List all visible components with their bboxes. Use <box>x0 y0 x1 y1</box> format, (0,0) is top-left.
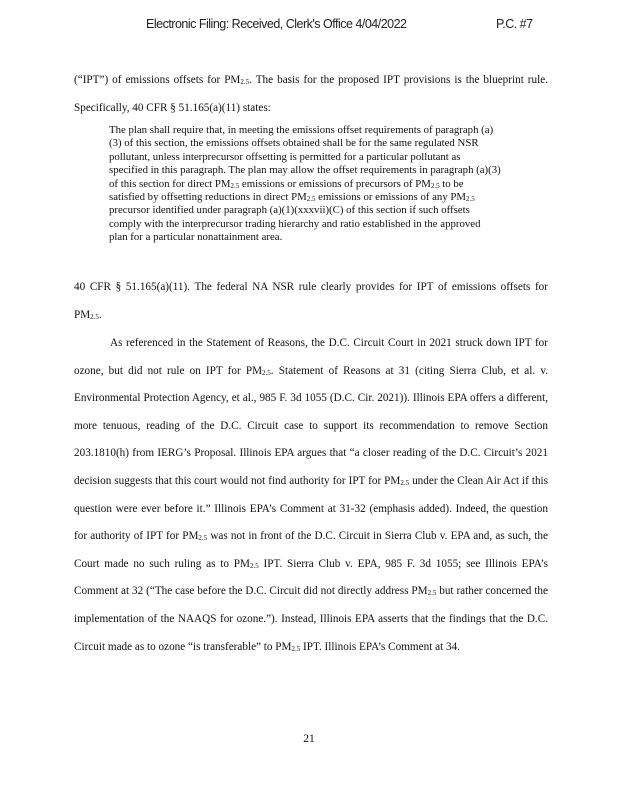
pc-number: P.C. #7 <box>496 17 533 31</box>
paragraph-cfr-citation: 40 CFR § 51.165(a)(11). The federal NA NSR rule clearly provides for IPT of emissions offsets for $PM_{2.5}$. <box>74 281 548 321</box>
block-quote-cfr: The plan shall require that, in meeting the emissions offset requirements of paragraph (a)(3) of this section, the emissions offsets obtained shall be for the same regulated NSR pollutant, unless interprecursor offsetting is permitted for a particular pollutant as specified in this paragraph. The plan may allow the offset requirements in paragraph (a)(3) of this section for direct $PM_{2.5}$ emissions or emissions of precursors of $PM_{2.5}$ to be satisfied by offsetting reductions in direct $PM_{2.5}$ emissions or emissions of any $PM_{2.5}$ precursor identified under paragraph (a)(1)(xxxvii)(C) of this section if such offsets comply with the interprecursor trading hierarchy and ratio established in the approved plan for a particular nonattainment area. <box>109 124 501 244</box>
paragraph-dc-circuit: As referenced in the Statement of Reasons, the D.C. Circuit Court in 2021 struck down IPT for ozone, but did not rule on IPT for $PM_{2.5}$. Statement of Reasons at 31 (citing Sierra Club, et al. v. Environmental Protection Agency, et al., 985 F. 3d 1055 (D.C. Cir. 2021)). Illinois EPA offers a different, more tenuous, reading of the D.C. Circuit case to support its recommendation to remove Section 203.1810(h) from IERG’s Proposal. Illinois EPA argues that “a closer reading of the D.C. Circuit’s 2021 decision suggests that this court would not find authority for IPT for $PM_{2.5}$ under the Clean Air Act if this question were ever before it.” Illinois EPA’s Comment at 31-32 (emphasis added). Indeed, the question for authority of IPT for $PM_{2.5}$ was not in front of the D.C. Circuit in Sierra Club v. EPA and, as such, the Court made no such ruling as to $PM_{2.5}$ IPT. Sierra Club v. EPA, 985 F. 3d 1055; see Illinois EPA’s Comment at 32 (“The case before the D.C. Circuit did not directly address $PM_{2.5}$ but rather concerned the implementation of the NAAQS for ozone.”). Instead, Illinois EPA asserts that the findings that the D.C. Circuit made as to ozone “is transferable” to $PM_{2.5}$ IPT. Illinois EPA’s Comment at 34. <box>74 337 548 653</box>
page-number: 21 <box>303 733 315 745</box>
filing-stamp: Electronic Filing: Received, Clerk's Office 4/04/2022 <box>146 17 407 31</box>
paragraph-ipt-intro: (“IPT”) of emissions offsets for $PM_{2.5}$. The basis for the proposed IPT provisions is the blueprint rule. Specifically, 40 CFR § 51.165(a)(11) states: <box>74 74 548 114</box>
